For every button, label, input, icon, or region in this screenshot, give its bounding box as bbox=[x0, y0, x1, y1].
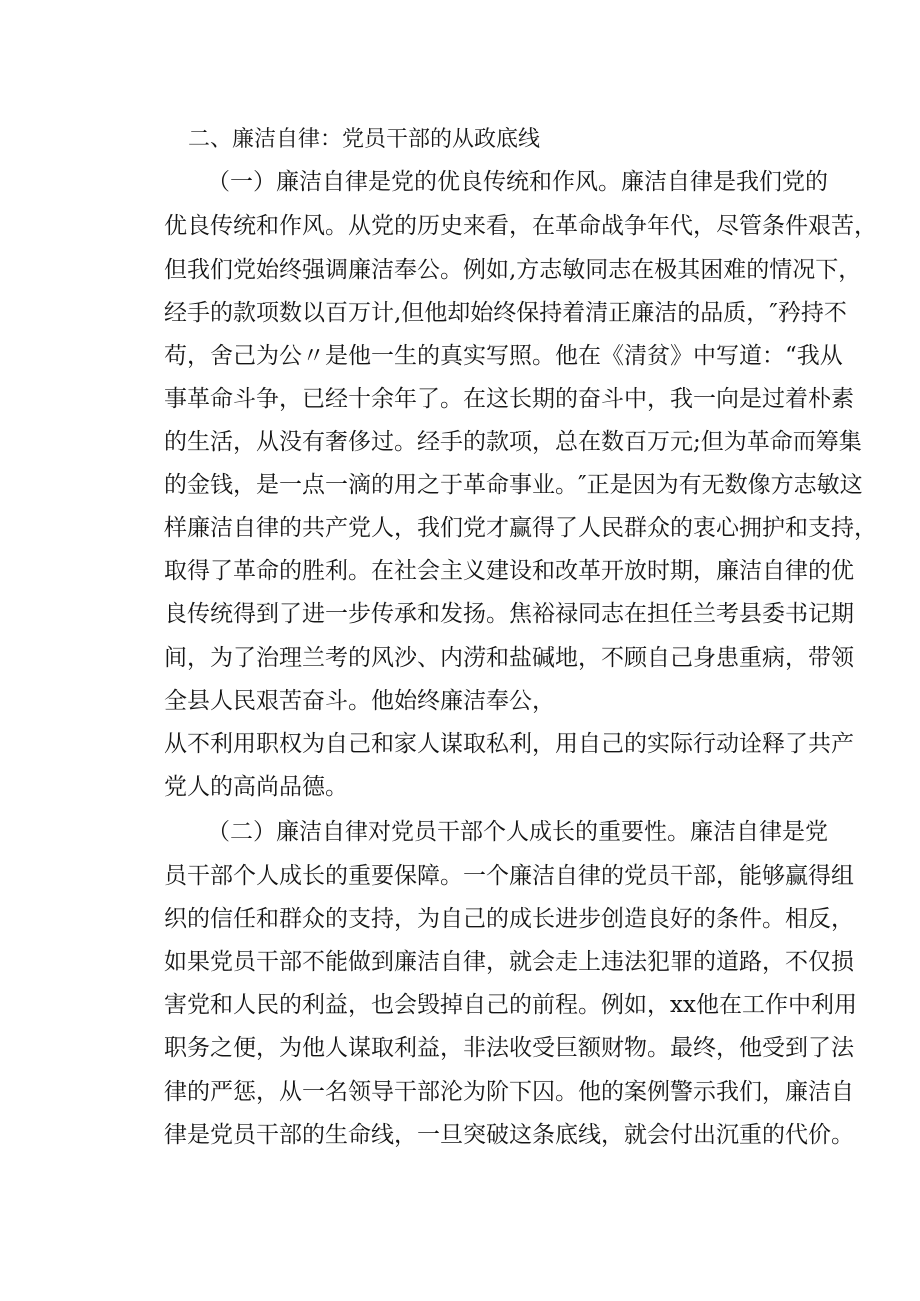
paragraph-line: 取得了革命的胜利。在社会主义建设和改革开放时期，廉洁自律的优 bbox=[164, 558, 854, 584]
paragraph-line: （二）廉洁自律对党员干部个人成长的重要性。廉洁自律是党 bbox=[207, 819, 828, 845]
paragraph-line: 优良传统和作风。从党的历史来看，在革命战争年代，尽管条件艰苦， bbox=[164, 213, 877, 239]
paragraph-line: 如果党员干部不能做到廉洁自律，就会走上违法犯罪的道路，不仅损 bbox=[164, 949, 854, 975]
paragraph-line: 经手的款项数以百万计,但他却始终保持着清正廉洁的品质，″矜持不 bbox=[164, 300, 847, 326]
paragraph-line: 良传统得到了进一步传承和发扬。焦裕禄同志在担任兰考县委书记期 bbox=[164, 601, 854, 627]
paragraph-line: 律的严惩，从一名领导干部沦为阶下囚。他的案例警示我们，廉洁自 bbox=[164, 1079, 854, 1105]
paragraph-line: （一）廉洁自律是党的优良传统和作风。廉洁自律是我们党的 bbox=[207, 169, 828, 195]
paragraph-line: 全县人民艰苦奋斗。他始终廉洁奉公， bbox=[164, 688, 555, 714]
paragraph-line: 但我们党始终强调廉洁奉公。例如,方志敏同志在极其困难的情况下， bbox=[164, 257, 862, 283]
paragraph-line: 害党和人民的利益，也会毁掉自己的前程。例如，xx他在工作中利用 bbox=[164, 992, 857, 1018]
paragraph-line: 间，为了治理兰考的风沙、内涝和盐碱地，不顾自己身患重病，带领 bbox=[164, 645, 854, 671]
paragraph-line: 律是党员干部的生命线，一旦突破这条底线，就会付出沉重的代价。 bbox=[164, 1122, 854, 1148]
paragraph-line: 事革命斗争，已经十余年了。在这长期的奋斗中，我一向是过着朴素 bbox=[164, 386, 854, 412]
section-heading: 二、廉洁自律：党员干部的从政底线 bbox=[188, 127, 541, 152]
paragraph-line: 的金钱，是一点一滴的用之于革命事业。″正是因为有无数像方志敏这 bbox=[164, 472, 863, 498]
paragraph-line: 从不利用职权为自己和家人谋取私利，用自己的实际行动诠释了共产 bbox=[164, 731, 854, 757]
paragraph-line: 党人的高尚品德。 bbox=[164, 774, 348, 800]
paragraph-line: 的生活，从没有奢侈过。经手的款项，总在数百万元;但为革命而筹集 bbox=[164, 429, 862, 455]
paragraph-line: 员干部个人成长的重要保障。一个廉洁自律的党员干部，能够赢得组 bbox=[164, 863, 854, 889]
paragraph-line: 织的信任和群众的支持，为自己的成长进步创造良好的条件。相反， bbox=[164, 906, 854, 932]
paragraph-line: 职务之便，为他人谋取利益，非法收受巨额财物。最终，他受到了法 bbox=[164, 1035, 854, 1061]
paragraph-line: 样廉洁自律的共产党人，我们党才赢得了人民群众的衷心拥护和支持， bbox=[164, 515, 877, 541]
paragraph-line: 苟，舍己为公〃是他一生的真实写照。他在《清贫》中写道：“我从 bbox=[164, 343, 843, 369]
